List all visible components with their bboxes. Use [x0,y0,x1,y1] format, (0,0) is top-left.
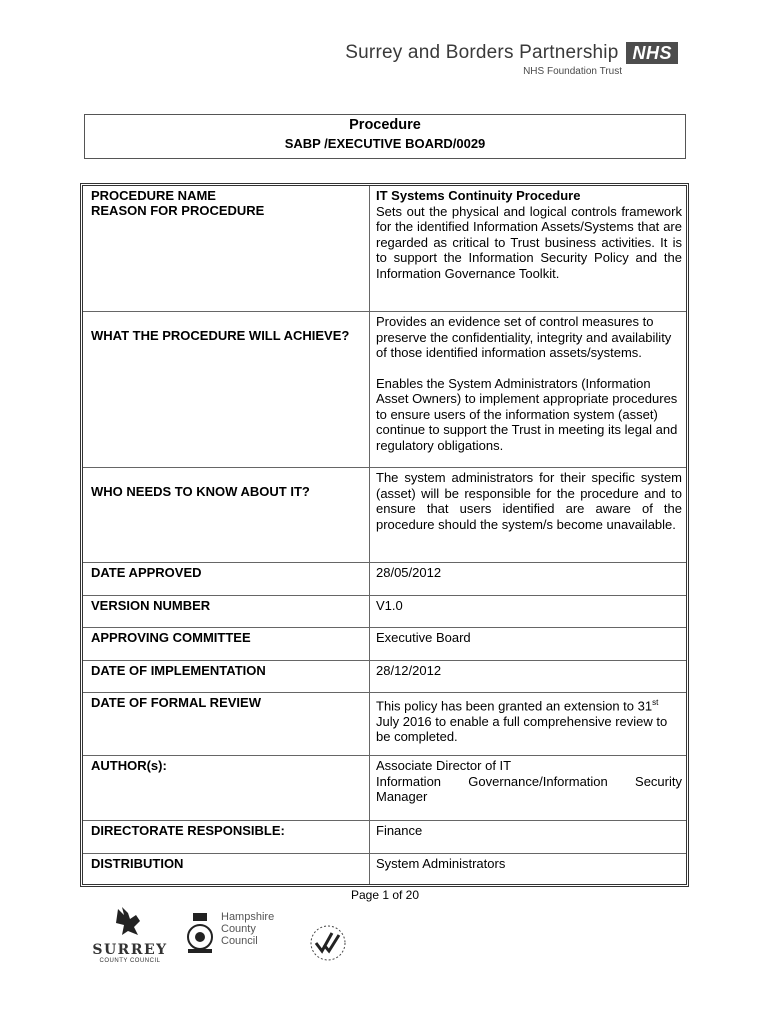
table-row [83,821,686,854]
author-value-2: Information Governance/Information Security Manager [376,773,682,804]
committee-label: APPROVING COMMITTEE [83,628,370,660]
procedure-name-value: IT Systems Continuity Procedure [376,188,581,203]
achieve-value-1: Provides an evidence set of control measures to preserve the confidentiality, integrity and availability of those identified information assets/systems. [376,314,672,360]
version-label: VERSION NUMBER [83,596,370,627]
reason-value: Sets out the physical and logical controls framework for the identified Information Assets/Systems that are regarded as critical to Trust business activities. It is to support the Information Security Policy and the Information Governance Toolkit. [376,203,682,281]
nhs-badge: NHS [626,42,678,64]
org-name: Surrey and Borders Partnership [345,42,619,63]
implementation-label: DATE OF IMPLEMENTATION [83,661,370,692]
reason-label: REASON FOR PROCEDURE [91,203,265,218]
who-label: WHO NEEDS TO KNOW ABOUT IT? [91,484,310,499]
title-box [84,114,686,159]
label-cell [83,186,370,311]
achieve-value-2: Enables the System Administrators (Information Asset Owners) to implement appropriate procedures to ensure users of the information system (asset) continue to support the Trust in meeting its legal and regulatory obligations. [376,375,678,453]
trust-logo [345,42,678,77]
value-cell [370,186,686,311]
who-value: The system administrators for their specific system (asset) will be responsible for the procedure and to ensure that users identified are aware of the procedure should the system/s become unavailable. [376,470,682,532]
review-text-pre: This policy has been granted an extension to 31 [376,698,653,714]
table-row [83,468,686,563]
hampshire-county-council-logo [185,911,274,955]
author-value-2-line [376,774,682,805]
procedure-table [80,183,689,887]
author-value-1: Associate Director of IT [376,758,512,773]
footer-logos [90,905,390,975]
table-row [83,186,686,312]
label-cell [83,312,370,467]
hampshire-logo-line-2: County [221,923,256,935]
table-row [83,563,686,596]
version-value: V1.0 [376,598,403,613]
two-ticks-icon [306,923,350,963]
review-text-post: July 2016 to enable a full comprehensive review to be completed. [376,713,668,745]
procedure-name-label: PROCEDURE NAME [91,188,216,203]
table-row [83,312,686,468]
surrey-logo-text: SURREY [92,942,168,958]
stag-emblem-icon [110,905,150,937]
surrey-county-council-logo [90,905,170,964]
table-row [83,661,686,693]
page-number: Page 1 of 20 [350,888,420,902]
implementation-value: 28/12/2012 [376,663,442,678]
document-title: Procedure [349,117,421,133]
hampshire-crest-icon [185,911,215,955]
distribution-label: DISTRIBUTION [83,854,370,884]
committee-value: Executive Board [376,630,471,645]
table-row [83,628,686,661]
value-cell [370,756,686,820]
disability-positive-logo [306,923,350,968]
value-cell [370,312,686,467]
review-label: DATE OF FORMAL REVIEW [83,693,370,755]
review-superscript: st [652,698,659,707]
date-approved-value: 28/05/2012 [376,565,442,580]
author-label: AUTHOR(s): [83,756,370,820]
document-code: SABP /EXECUTIVE BOARD/0029 [284,136,486,151]
table-row [83,596,686,628]
table-row [83,693,686,756]
surrey-logo-subtext: COUNTY COUNCIL [99,958,161,964]
directorate-label: DIRECTORATE RESPONSIBLE: [83,821,370,853]
table-row [83,854,686,884]
achieve-label: WHAT THE PROCEDURE WILL ACHIEVE? [91,328,350,343]
hampshire-logo-line-1: Hampshire [221,911,275,923]
label-cell [83,468,370,562]
directorate-value: Finance [376,823,423,838]
date-approved-label: DATE APPROVED [83,563,370,595]
hampshire-logo-line-3: Council [221,935,258,947]
review-value [370,693,686,755]
table-row [83,756,686,821]
distribution-value: System Administrators [376,856,506,871]
org-subtitle: NHS Foundation Trust [523,66,622,77]
